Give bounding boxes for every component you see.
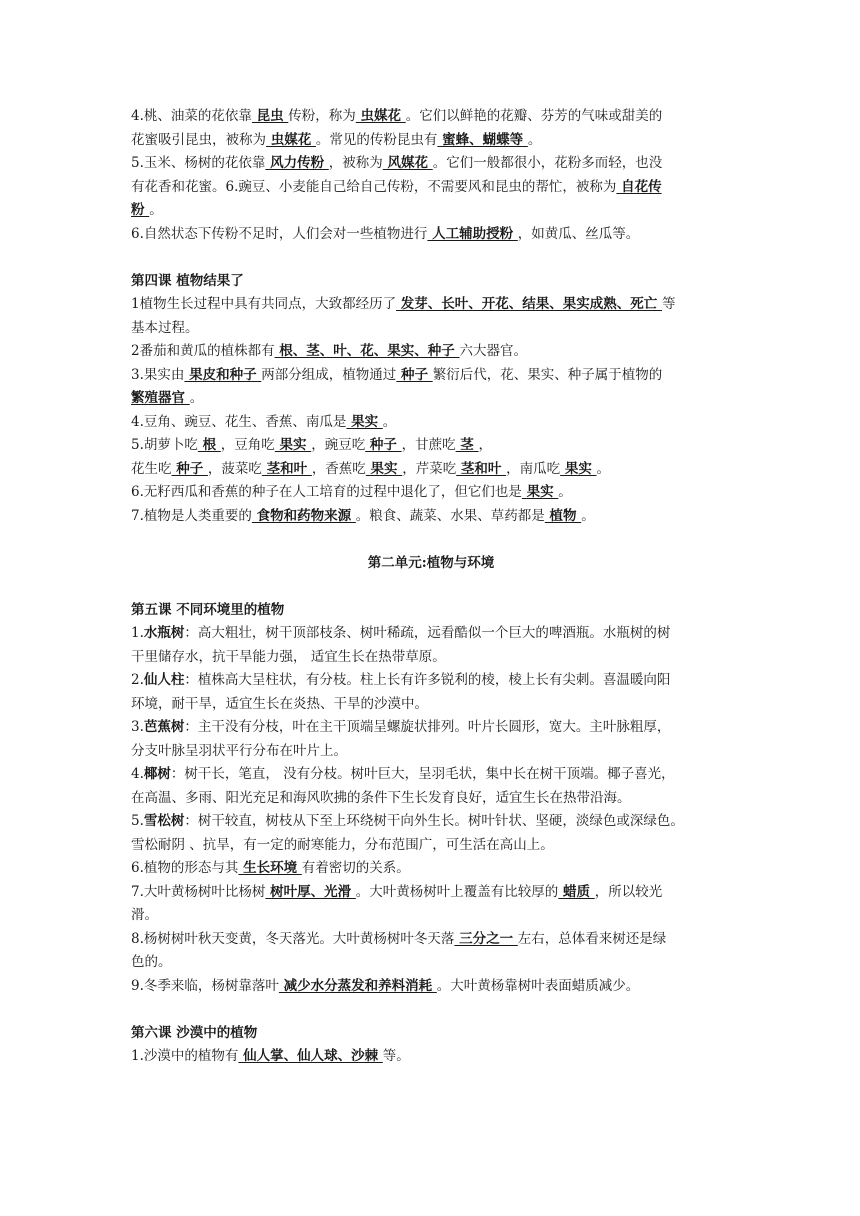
text-line [131,387,731,411]
text-segment: 6.自然状态下传粉不足时，人们会对一些植物进行 [131,225,428,242]
text-line [131,270,731,294]
text-line [131,458,731,482]
text-line [131,411,731,435]
text-segment: 分支叶脉呈羽状平行分布在叶片上。 [131,742,347,759]
text-segment: 3.果实由 [131,366,185,383]
text-line [131,176,731,200]
answer-blank: 减少水分蒸发和养料消耗 [278,977,437,994]
text-segment: 8.杨树树叶秋天变黄，冬天落光。大叶黄杨树叶冬天落 [131,930,455,947]
text-line [131,317,731,341]
text-line [131,928,731,952]
text-segment: 两部分组成，植物通过 [261,366,397,383]
text-segment: 传粉，称为 [288,108,356,124]
bold-term: 第五课 不同环境里的植物 [131,601,285,618]
text-segment: 4.桃、油菜的花依靠 [131,108,252,124]
bold-term: 仙人柱 [143,672,185,688]
text-segment: 5.胡萝卜吃 [131,437,198,453]
text-segment: ，所以较光 [594,883,663,900]
text-segment: ，南瓜吃 [506,460,561,477]
text-segment: ，芹菜吃 [402,460,457,477]
text-line [131,904,731,928]
text-segment: 6.无籽西瓜和香蕉的种子在人工培育的过程中退化了，但它们也是 [131,484,522,500]
answer-blank: 人工辅助授粉 [427,225,518,242]
text-segment: ：树干长，笔直， 没有分枝。树叶巨大，呈羽毛状，集中长在树干顶端。椰子喜光， [170,766,675,782]
text-segment: 有花香和花蜜。6.豌豆、小麦能自己给自己传粉，不需要风和昆虫的帮忙，被称为 [131,178,617,195]
answer-blank: 茎和叶 [456,460,507,477]
text-segment: ，豌豆吃 [311,437,366,453]
text-segment: 滑。 [131,907,158,923]
blank-line [131,575,731,599]
text-segment: 2. [131,672,144,688]
text-segment: 。大叶黄杨靠树叶表面蜡质减少。 [436,977,640,994]
text-segment: 左右，总体看来树还是绿 [517,930,667,947]
text-segment: 基本过程。 [131,319,199,336]
answer-blank: 仙人掌、仙人球、沙棘 [238,1048,383,1064]
blank-line [131,246,731,270]
text-line [131,857,731,881]
text-segment: ，菠菜吃 [207,460,262,477]
answer-blank: 蜡质 [558,883,595,900]
text-segment: 7.大叶黄杨树叶比杨树 [131,883,266,900]
text-line [131,481,731,505]
text-line [131,1045,731,1069]
answer-blank: 粉 [131,202,150,218]
answer-blank: 繁殖器官 [131,390,190,406]
text-line [131,434,731,458]
text-segment: 。 [527,131,542,148]
bold-term: 芭蕉树 [143,719,185,735]
text-line [131,834,731,858]
bold-term: 雪松树 [143,813,185,829]
text-segment: 第二单元:植物与环境 [367,554,495,571]
text-line [131,787,731,811]
text-line [131,152,731,176]
answer-blank: 虫媒花 [266,131,316,148]
text-segment: 等 [662,296,676,312]
text-line [131,505,731,529]
bold-term: 椰树 [143,766,171,782]
text-segment: 4.豆角、豌豆、花生、香蕉、南瓜是 [131,413,347,430]
text-segment: ，如黄瓜、丝瓜等。 [517,225,640,242]
text-segment: 。它们以鲜艳的花瓣、芬芳的气味或甜美的 [405,108,663,124]
blank-line [131,528,731,552]
text-segment: 9.冬季来临，杨树靠落叶 [131,977,279,994]
text-segment: 。 [382,413,397,430]
text-segment: 。 [149,202,163,218]
answer-blank: 发芽、长叶、开花、结果、果实成熟、死亡 [396,296,662,312]
text-segment: ：高大粗壮，树干顶部枝条、树叶稀疏，远看酷似一个巨大的啤酒瓶。水瓶树的树 [184,625,671,641]
text-segment: 1.沙漠中的植物有 [131,1048,239,1064]
text-segment: 有着密切的关系。 [301,860,410,876]
text-line [131,599,731,623]
text-segment: 。大叶黄杨树叶上覆盖有比较厚的 [355,883,559,900]
answer-blank: 蜜蜂、蝴蝶等 [437,131,528,148]
text-line [131,810,731,834]
text-line [131,223,731,247]
text-line [131,975,731,999]
text-segment: 5.玉米、杨树的花依靠 [131,155,266,171]
answer-blank: 果实 [560,460,597,477]
answer-blank: 果实 [346,413,383,430]
text-line [131,669,731,693]
text-segment: 7.植物是人类重要的 [131,507,252,524]
text-segment: 。它们一般都很小，花粉多而轻，也没 [432,155,663,171]
answer-blank: 树叶厚、光滑 [265,883,356,900]
text-segment: 六大器官。 [459,343,527,359]
answer-blank: 果实 [365,460,403,477]
answer-blank: 种子 [365,437,402,453]
text-segment: 花蜜吸引昆虫，被称为 [131,131,266,148]
text-segment: ， [478,437,493,453]
text-line [131,646,731,670]
answer-blank: 根 [197,437,221,453]
text-line [131,951,731,975]
answer-blank: 昆虫 [251,108,289,124]
text-segment: ：植株高大呈柱状，有分枝。柱上长有许多锐利的棱，棱上长有尖刺。喜温暖向阳 [184,672,671,688]
bold-term: 第六课 沙漠中的植物 [131,1024,258,1041]
text-line [131,293,731,317]
answer-blank: 种子 [171,460,208,477]
text-segment: 。 [581,507,595,524]
answer-blank: 风媒花 [382,155,433,171]
text-segment: ，豆角吃 [220,437,275,453]
answer-blank: 果皮和种子 [184,366,262,383]
text-line [131,881,731,905]
text-line [131,1022,731,1046]
text-line [131,716,731,740]
text-segment: 。 [189,390,204,406]
answer-blank: 三分之一 [454,930,518,947]
text-segment: 1植物生长过程中具有共同点，大致都经历了 [131,296,397,312]
text-segment: 3. [131,719,144,735]
text-segment: 干里储存水，抗干旱能力强， 适宜生长在热带草原。 [131,648,446,665]
text-line [131,129,731,153]
text-segment: 雪松耐阴 、抗旱，有一定的耐寒能力，分布范围广，可生活在高山上。 [131,836,554,853]
text-segment: 。 [596,460,611,477]
bold-term: 第四课 植物结果了 [131,272,244,289]
answer-blank: 种子 [396,366,433,383]
text-line [131,364,731,388]
text-segment: 色的。 [131,954,172,970]
unit-title [131,552,731,576]
text-segment: 。粮食、蔬菜、水果、草药都是 [355,507,545,524]
text-line [131,693,731,717]
text-line [131,763,731,787]
text-line [131,105,731,129]
text-line [131,740,731,764]
text-segment: 繁衍后代，花、果实、种子属于植物的 [432,366,663,383]
text-segment: 5. [131,813,144,829]
text-line [131,199,731,223]
answer-blank: 植物 [544,507,582,524]
text-segment: 在高温、多雨、阳光充足和海风吹拂的条件下生长发育良好，适宜生长在热带沿海。 [131,789,631,806]
text-segment: 花生吃 [131,460,172,477]
text-segment: ，香蕉吃 [311,460,366,477]
answer-blank: 果实 [521,484,559,500]
answer-blank: 风力传粉 [265,155,329,171]
text-segment: 等。 [382,1048,410,1064]
text-segment: ，被称为 [328,155,383,171]
text-segment: ：主干没有分枝，叶在主干顶端呈螺旋状排列。叶片长圆形，宽大。主叶脉粗厚， [184,719,671,735]
text-segment: 。常见的传粉昆虫有 [315,131,438,148]
text-line [131,622,731,646]
bold-term: 水瓶树 [143,625,185,641]
text-segment: 6.植物的形态与其 [131,860,239,876]
answer-blank: 茎和叶 [261,460,312,477]
answer-blank: 根、茎、叶、花、果实、种子 [274,343,460,359]
answer-blank: 生长环境 [238,860,302,876]
text-segment: 4. [131,766,144,782]
answer-blank: 虫媒花 [355,108,406,124]
text-segment: 2番茄和黄瓜的植株都有 [131,343,275,359]
text-line [131,340,731,364]
document-page [131,105,731,1069]
text-segment: ，甘蔗吃 [401,437,456,453]
blank-line [131,998,731,1022]
answer-blank: 食物和药物来源 [251,507,356,524]
answer-blank: 果实 [274,437,312,453]
answer-blank: 茎 [455,437,479,453]
text-segment: 。 [558,484,572,500]
text-segment: ：树干较直，树枝从下至上环绕树干向外生长。树叶针状、坚硬，淡绿色或深绿色。 [184,813,684,829]
text-segment: 环境，耐干旱，适宜生长在炎热、干旱的沙漠中。 [131,695,428,712]
answer-blank: 自花传 [616,178,662,195]
text-segment: 1. [131,625,144,641]
